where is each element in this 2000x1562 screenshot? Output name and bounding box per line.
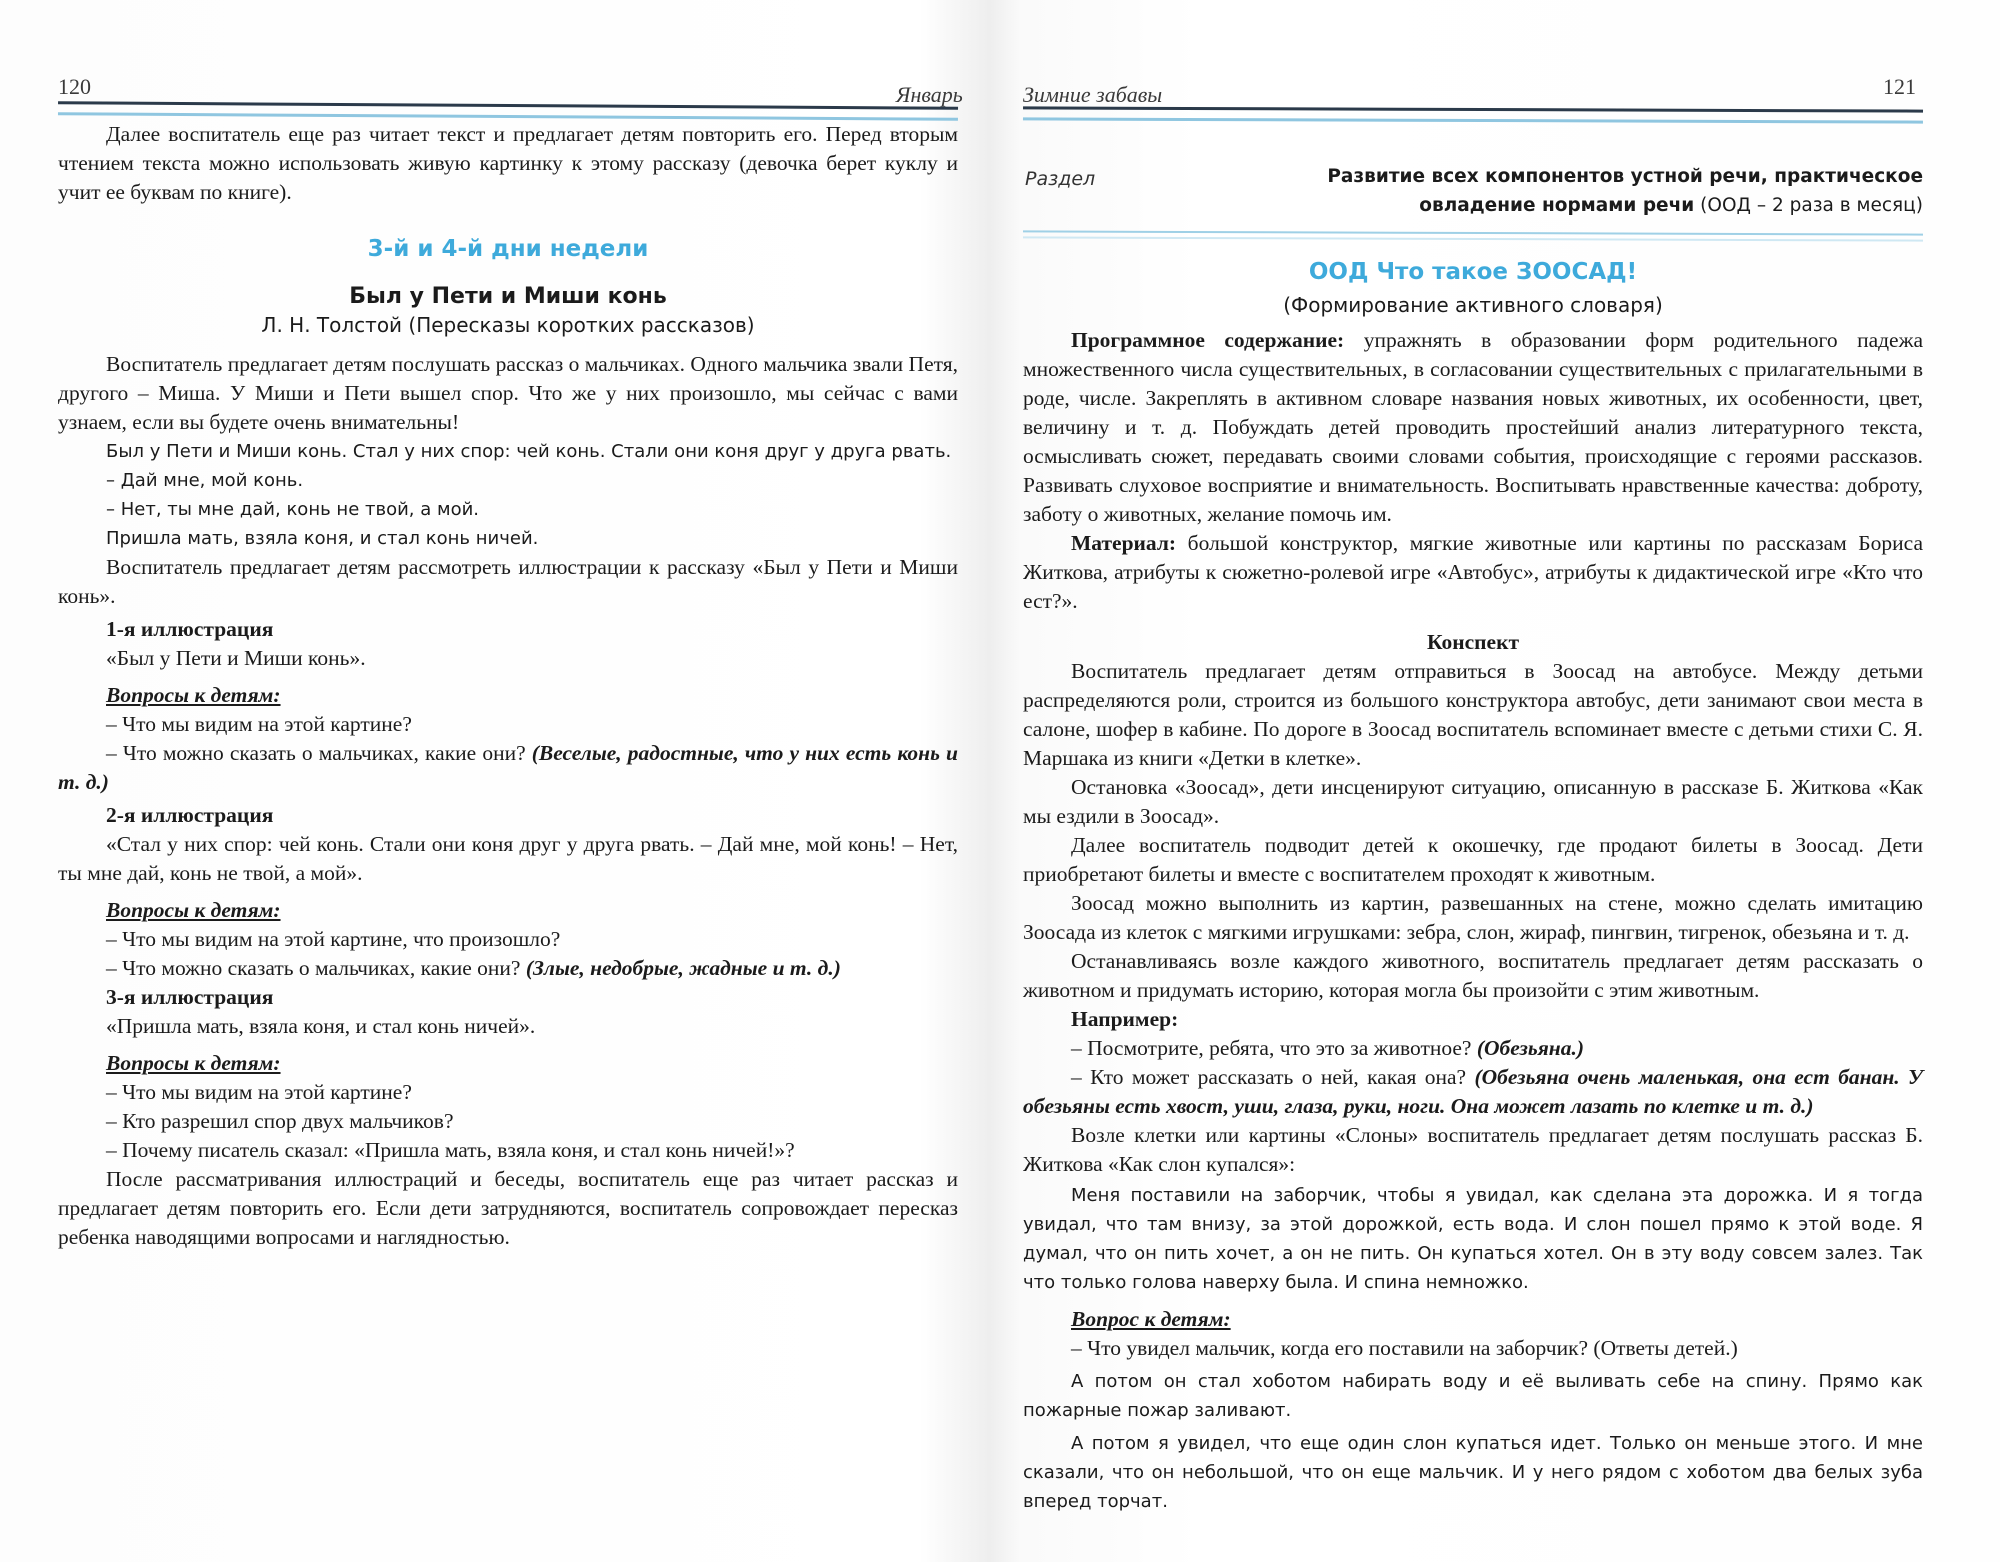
question: – Что мы видим на этой картине, что произошло? (106, 927, 561, 951)
program-paragraph (1023, 326, 1923, 529)
running-title: Зимние забавы (1023, 82, 1163, 107)
example-text: – Кто может рассказать о ней, какая она? (1071, 1065, 1467, 1089)
illustration-3-title: 3-я иллюстрация (106, 985, 274, 1009)
material-paragraph (1023, 529, 1923, 616)
header-rule (58, 101, 958, 120)
example-text: – Посмотрите, ребята, что это за животное? (1071, 1036, 1472, 1060)
section-note: (ООД – 2 раза в месяц) (1700, 195, 1923, 216)
ood-subtitle: (Формирование активного словаря) (1283, 293, 1663, 317)
example-answer: (Обезьяна.) (1476, 1036, 1585, 1060)
illustrations-paragraph: Воспитатель предлагает детям рассмотреть иллюстрации к рассказу «Был у Пети и Миши конь». (58, 555, 958, 608)
question: – Почему писатель сказал: «Пришла мать, взяла коня, и стал конь ничей!»? (106, 1138, 795, 1162)
story-paragraph: А потом он стал хоботом набирать воду и её выливать себе на спину. Прямо как пожарные пожар заливают. (1023, 1371, 1923, 1421)
page-number: 120 (58, 74, 91, 99)
section-rule (1023, 230, 1923, 241)
konspekt-paragraph: Далее воспитатель подводит детей к окошечку, где продают билеты в Зоосад. Дети приобретают билеты и вместе с воспитателем проходят к животным. (1023, 833, 1923, 886)
question-answer: (Злые, недобрые, жадные и т. д.) (525, 956, 841, 980)
illustration-1-text: «Был у Пети и Миши конь». (106, 646, 366, 670)
konspekt-heading: Конспект (1426, 630, 1520, 654)
question (58, 954, 958, 983)
questions-label: Вопросы к детям: (106, 898, 281, 922)
material-text: большой конструктор, мягкие животные или картины по рассказам Бориса Житкова, атрибуты к сюжетно-ролевой игре «Автобус», атрибуты к дидактической игре «Кто что ест?». (1023, 531, 1923, 613)
intro-story-paragraph: Воспитатель предлагает детям послушать рассказ о мальчиках. Одного мальчика звали Петя, другого – Миша. У Миши и Пети вышел спор. Что же у них произошло, мы сейчас с вами узнаем, если вы будете очень внимательны! (58, 352, 958, 434)
story-line: – Дай мне, мой конь. (106, 470, 304, 491)
example-line (1023, 1034, 1923, 1063)
program-text: упражнять в образовании форм родительного падежа множественного числа существительных, в согласовании существительных с прилагательными в роде, числе. Закреплять в активном словаре названия новых животных, их особенности, цвет, величину и т. д. Побуждать детей проводить простейший анализ литературного текста, осмысливать сюжет, передавать своими словами события, происходящие с героями рассказов. Развивать слуховое восприятие и внимательность. Воспитывать нравственные качества: доброту, заботу о животных, желание помочь им. (1023, 328, 1923, 526)
konspekt-paragraph: Зоосад можно выполнить из картин, развешанных на стене, можно сделать имитацию Зоосада из клеток с мягкими игрушками: зебра, слон, жираф, пингвин, тигренок, обезьяна и т. д. (1023, 891, 1923, 944)
material-label: Материал: (1071, 531, 1177, 555)
question-answer: (Веселые, радостные, что у них есть конь и т. д.) (58, 741, 958, 794)
konspekt-paragraph: Воспитатель предлагает детям отправиться в Зоосад на автобусе. Между детьми распределяются роли, строится из большого конструктора автобус, дети занимают свои места в салоне, шофер в кабине. По дороге в Зоосад воспитатель вспоминает вместе с детьми стихи С. Я. Маршака из книги «Детки в клетке». (1023, 659, 1923, 770)
question (58, 739, 958, 797)
questions-label: Вопросы к детям: (106, 683, 281, 707)
konspekt-paragraph: Остановка «Зоосад», дети инсценируют ситуацию, описанную в рассказе Б. Житкова «Как мы ездили в Зоосад». (1023, 775, 1923, 828)
story-line: – Нет, ты мне дай, конь не твой, а мой. (106, 499, 479, 520)
konspekt-paragraph: Возле клетки или картины «Слоны» воспитатель предлагает детям послушать рассказ Б. Житкова «Как слон купался»: (1023, 1123, 1923, 1176)
section-title: Развитие всех компонентов устной речи, практическое овладение нормами речи (1327, 166, 1923, 216)
question: – Что увидел мальчик, когда его поставили на заборчик? (Ответы детей.) (1071, 1336, 1738, 1360)
question-label: Вопрос к детям: (1071, 1307, 1231, 1331)
story-author: Л. Н. Толстой (Пересказы коротких рассказов) (261, 313, 755, 337)
closing-paragraph: После рассматривания иллюстраций и беседы, воспитатель еще раз читает рассказ и предлагает детям повторить его. Если дети затрудняются, воспитатель сопровождает пересказ ребенка наводящими вопросами и наглядностью. (58, 1167, 958, 1249)
example-answer: (Обезьяна очень маленькая, она ест банан. У обезьяны есть хвост, уши, глаза, руки, ноги. Она может лазать по клетке и т. д.) (1023, 1065, 1924, 1118)
section-label: Раздел (1025, 168, 1096, 190)
question: – Что мы видим на этой картине? (106, 1080, 412, 1104)
days-heading: 3-й и 4-й дни недели (367, 236, 649, 262)
running-title: Январь (896, 82, 963, 107)
konspekt-paragraph: Останавливаясь возле каждого животного, воспитатель предлагает детям рассказать о животном и придумать историю, которая могла бы произойти с этим животным. (1023, 949, 1923, 1002)
example-label: Например: (1071, 1007, 1179, 1031)
question: – Что мы видим на этой картине? (106, 712, 412, 736)
left-running-head (58, 74, 963, 107)
example-line (1023, 1063, 1923, 1121)
story-paragraph: Меня поставили на заборчик, чтобы я увидал, как сделана эта дорожка. И я тогда увидал, что там внизу, за этой дорожкой, есть вода. И слон пошел прямо к этой воде. Я думал, что он пить хочет, а он не пить. Он купаться хотел. Он в эту воду совсем залез. Так что только голова наверху была. И спина немножко. (1023, 1185, 1923, 1293)
header-rule (1023, 106, 1923, 123)
illustration-3-text: «Пришла мать, взяла коня, и стал конь ничей». (106, 1014, 536, 1038)
question-text: – Что можно сказать о мальчиках, какие они? (106, 741, 526, 765)
left-body (58, 120, 958, 1252)
illustration-2-title: 2-я иллюстрация (106, 803, 274, 827)
question: – Кто разрешил спор двух мальчиков? (106, 1109, 454, 1133)
ood-title: ООД Что такое ЗООСАД! (1308, 259, 1638, 285)
story-paragraph: А потом я увидел, что еще один слон купаться идет. Только он меньше этого. И мне сказали, что он небольшой, что он еще мальчик. И у него рядом с хоботом два белых зуба вперед торчат. (1023, 1433, 1923, 1512)
intro-paragraph: Далее воспитатель еще раз читает текст и предлагает детям повторить его. Перед вторым чтением текста можно использовать живую картинку к этому рассказу (девочка берет куклу и учит ее буквам по книге). (58, 122, 958, 204)
section-text (1323, 162, 1923, 220)
questions-label: Вопросы к детям: (106, 1051, 281, 1075)
question-text: – Что можно сказать о мальчиках, какие они? (106, 956, 521, 980)
illustration-1-title: 1-я иллюстрация (106, 617, 274, 641)
right-body (1023, 258, 1923, 1516)
story-line: Пришла мать, взяла коня, и стал конь ничей. (106, 528, 539, 549)
illustration-2-text: «Стал у них спор: чей конь. Стали они коня друг у друга рвать. – Дай мне, мой конь! – Нет, ты мне дай, конь не твой, а мой». (58, 832, 958, 885)
story-line: Был у Пети и Миши конь. Стал у них спор: чей конь. Стали они коня друг у друга рвать. (106, 441, 952, 462)
story-title: Был у Пети и Миши конь (349, 284, 667, 309)
page-number: 121 (1883, 74, 1916, 99)
program-label: Программное содержание: (1071, 328, 1345, 352)
